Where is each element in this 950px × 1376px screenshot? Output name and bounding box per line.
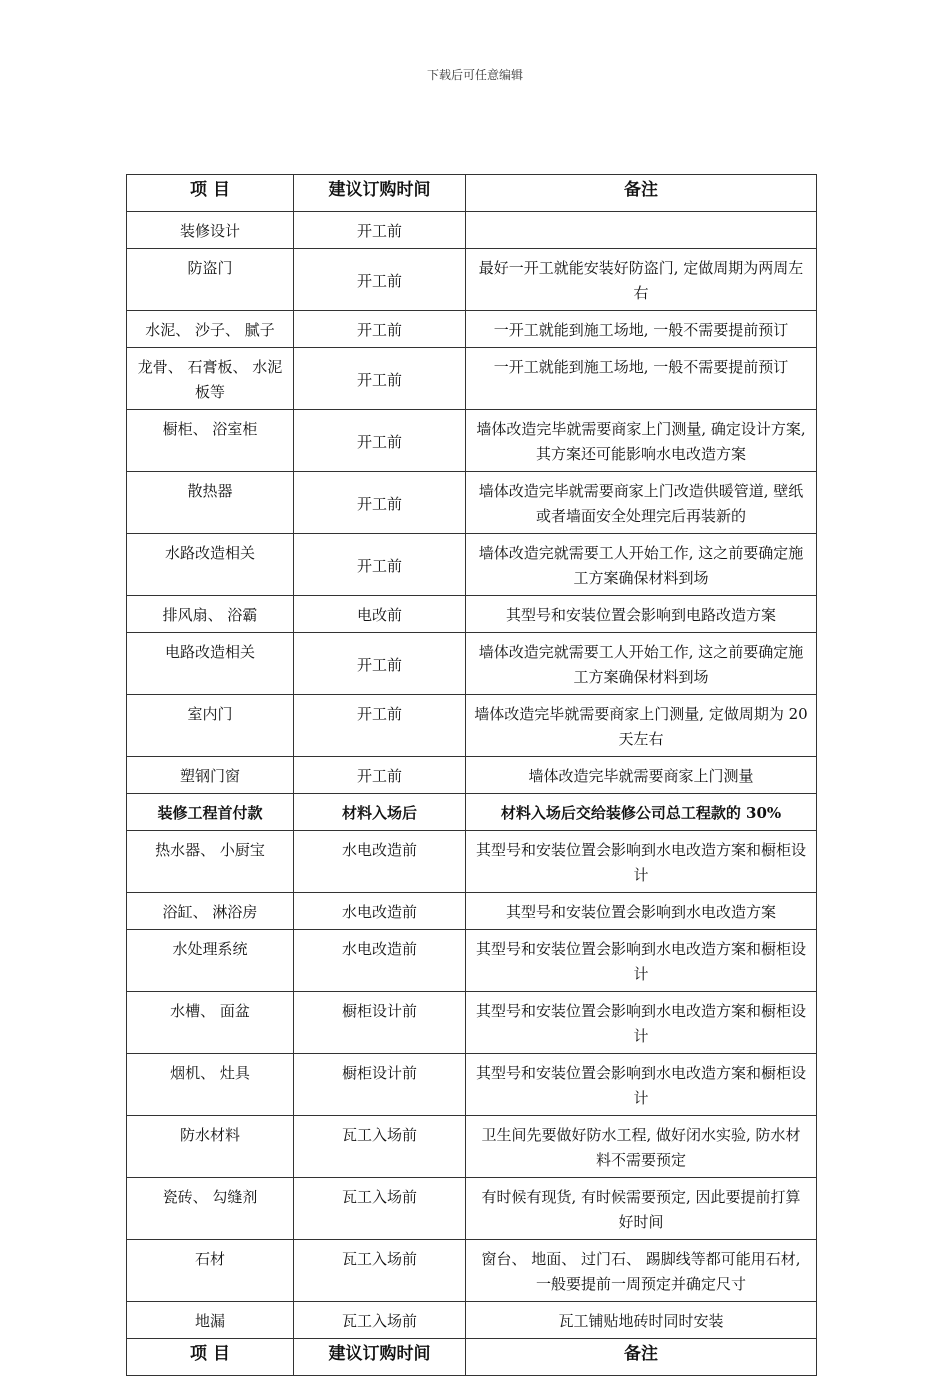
table-row bbox=[127, 1302, 817, 1339]
purchase-schedule-table bbox=[126, 174, 817, 1376]
item-cell: 装修工程首付款 bbox=[127, 794, 294, 831]
item-cell: 塑钢门窗 bbox=[127, 757, 294, 794]
time-cell: 开工前 bbox=[294, 410, 466, 472]
note-cell: 材料入场后交给装修公司总工程款的 30% bbox=[466, 794, 817, 831]
time-cell: 开工前 bbox=[294, 311, 466, 348]
time-cell: 开工前 bbox=[294, 534, 466, 596]
item-cell: 热水器、 小厨宝 bbox=[127, 831, 294, 893]
time-cell: 开工前 bbox=[294, 212, 466, 249]
table-row bbox=[127, 1178, 817, 1240]
item-cell: 水槽、 面盆 bbox=[127, 992, 294, 1054]
note-cell bbox=[466, 212, 817, 249]
time-cell: 水电改造前 bbox=[294, 831, 466, 893]
time-cell: 开工前 bbox=[294, 633, 466, 695]
table-row bbox=[127, 348, 817, 410]
item-cell: 室内门 bbox=[127, 695, 294, 757]
note-cell: 墙体改造完毕就需要商家上门测量, 确定设计方案, 其方案还可能影响水电改造方案 bbox=[466, 410, 817, 472]
item-cell: 石材 bbox=[127, 1240, 294, 1302]
time-cell: 电改前 bbox=[294, 596, 466, 633]
note-cell: 其型号和安装位置会影响到水电改造方案 bbox=[466, 893, 817, 930]
table-footer-header-row bbox=[127, 1339, 817, 1376]
note-cell: 一开工就能到施工场地, 一般不需要提前预订 bbox=[466, 348, 817, 410]
table-row bbox=[127, 1054, 817, 1116]
time-cell: 瓦工入场前 bbox=[294, 1116, 466, 1178]
item-cell: 防水材料 bbox=[127, 1116, 294, 1178]
item-cell: 烟机、 灶具 bbox=[127, 1054, 294, 1116]
table-row bbox=[127, 633, 817, 695]
time-cell: 开工前 bbox=[294, 757, 466, 794]
item-cell: 排风扇、 浴霸 bbox=[127, 596, 294, 633]
item-cell: 地漏 bbox=[127, 1302, 294, 1339]
column-header-item: 项 目 bbox=[127, 175, 294, 212]
table-row bbox=[127, 1240, 817, 1302]
table-row bbox=[127, 472, 817, 534]
note-cell: 一开工就能到施工场地, 一般不需要提前预订 bbox=[466, 311, 817, 348]
note-cell: 卫生间先要做好防水工程, 做好闭水实验, 防水材料不需要预定 bbox=[466, 1116, 817, 1178]
table-row bbox=[127, 930, 817, 992]
note-cell: 墙体改造完就需要工人开始工作, 这之前要确定施工方案确保材料到场 bbox=[466, 534, 817, 596]
table-row bbox=[127, 794, 817, 831]
table-row bbox=[127, 249, 817, 311]
column-header-note: 备注 bbox=[466, 175, 817, 212]
time-cell: 瓦工入场前 bbox=[294, 1240, 466, 1302]
note-cell: 其型号和安装位置会影响到水电改造方案和橱柜设计 bbox=[466, 831, 817, 893]
note-cell: 其型号和安装位置会影响到电路改造方案 bbox=[466, 596, 817, 633]
note-cell: 墙体改造完毕就需要商家上门改造供暖管道, 壁纸或者墙面安全处理完后再装新的 bbox=[466, 472, 817, 534]
header-note: 下载后可任意编辑 bbox=[426, 68, 523, 82]
item-cell: 龙骨、 石膏板、 水泥板等 bbox=[127, 348, 294, 410]
time-cell: 瓦工入场前 bbox=[294, 1302, 466, 1339]
time-cell: 瓦工入场前 bbox=[294, 1178, 466, 1240]
table-row bbox=[127, 410, 817, 472]
table-row bbox=[127, 212, 817, 249]
item-cell: 瓷砖、 勾缝剂 bbox=[127, 1178, 294, 1240]
time-cell: 橱柜设计前 bbox=[294, 1054, 466, 1116]
time-cell: 开工前 bbox=[294, 348, 466, 410]
footer-header-time: 建议订购时间 bbox=[294, 1339, 466, 1376]
table-row bbox=[127, 1116, 817, 1178]
item-cell: 水处理系统 bbox=[127, 930, 294, 992]
item-cell: 装修设计 bbox=[127, 212, 294, 249]
time-cell: 橱柜设计前 bbox=[294, 992, 466, 1054]
note-cell: 其型号和安装位置会影响到水电改造方案和橱柜设计 bbox=[466, 930, 817, 992]
column-header-time: 建议订购时间 bbox=[294, 175, 466, 212]
table-row bbox=[127, 831, 817, 893]
time-cell: 开工前 bbox=[294, 249, 466, 311]
table-row bbox=[127, 757, 817, 794]
item-cell: 电路改造相关 bbox=[127, 633, 294, 695]
table-row bbox=[127, 596, 817, 633]
note-cell: 最好一开工就能安装好防盗门, 定做周期为两周左右 bbox=[466, 249, 817, 311]
item-cell: 橱柜、 浴室柜 bbox=[127, 410, 294, 472]
table-row bbox=[127, 992, 817, 1054]
footer-header-note: 备注 bbox=[466, 1339, 817, 1376]
table-row bbox=[127, 311, 817, 348]
time-cell: 水电改造前 bbox=[294, 893, 466, 930]
note-cell: 墙体改造完毕就需要商家上门测量 bbox=[466, 757, 817, 794]
note-cell: 其型号和安装位置会影响到水电改造方案和橱柜设计 bbox=[466, 992, 817, 1054]
note-cell: 墙体改造完就需要工人开始工作, 这之前要确定施工方案确保材料到场 bbox=[466, 633, 817, 695]
item-cell: 浴缸、 淋浴房 bbox=[127, 893, 294, 930]
note-cell: 其型号和安装位置会影响到水电改造方案和橱柜设计 bbox=[466, 1054, 817, 1116]
item-cell: 散热器 bbox=[127, 472, 294, 534]
table-row bbox=[127, 534, 817, 596]
item-cell: 水路改造相关 bbox=[127, 534, 294, 596]
note-cell: 窗台、 地面、 过门石、 踢脚线等都可能用石材, 一般要提前一周预定并确定尺寸 bbox=[466, 1240, 817, 1302]
table-row bbox=[127, 695, 817, 757]
footer-header-item: 项 目 bbox=[127, 1339, 294, 1376]
note-cell: 有时候有现货, 有时候需要预定, 因此要提前打算好时间 bbox=[466, 1178, 817, 1240]
time-cell: 开工前 bbox=[294, 472, 466, 534]
item-cell: 水泥、 沙子、 腻子 bbox=[127, 311, 294, 348]
table-header-row bbox=[127, 175, 817, 212]
time-cell: 水电改造前 bbox=[294, 930, 466, 992]
item-cell: 防盗门 bbox=[127, 249, 294, 311]
time-cell: 材料入场后 bbox=[294, 794, 466, 831]
time-cell: 开工前 bbox=[294, 695, 466, 757]
note-cell: 瓦工铺贴地砖时同时安装 bbox=[466, 1302, 817, 1339]
note-cell: 墙体改造完毕就需要商家上门测量, 定做周期为 20 天左右 bbox=[466, 695, 817, 757]
table-row bbox=[127, 893, 817, 930]
